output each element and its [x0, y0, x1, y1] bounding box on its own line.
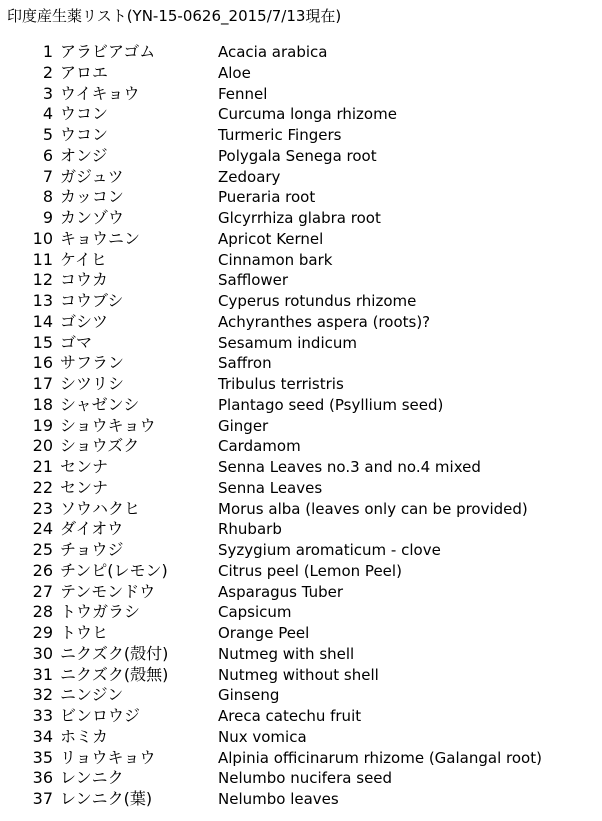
list-item	[0, 685, 602, 706]
item-number: 32	[32, 685, 53, 705]
item-number: 7	[42, 166, 53, 186]
list-item	[0, 457, 602, 478]
item-number: 35	[32, 747, 53, 767]
item-number: 26	[32, 560, 53, 580]
list-item	[0, 395, 602, 416]
japanese-name: チョウジ	[60, 540, 124, 559]
list-item	[0, 353, 602, 374]
english-name: Fennel	[218, 84, 268, 103]
japanese-name: ショウキョウ	[60, 415, 156, 435]
item-number: 31	[32, 664, 53, 684]
herb-list	[0, 42, 602, 810]
item-number: 17	[32, 374, 53, 393]
english-name: Apricot Kernel	[218, 229, 324, 248]
list-item	[0, 270, 602, 291]
item-number: 27	[32, 581, 53, 601]
japanese-name: ケイヒ	[60, 249, 107, 269]
japanese-name: リョウキョウ	[60, 747, 156, 767]
list-item	[0, 291, 602, 312]
list-item	[0, 146, 602, 167]
english-name: Glcyrrhiza glabra root	[218, 209, 381, 227]
list-item	[0, 789, 602, 810]
item-number: 16	[32, 353, 53, 373]
list-item	[0, 42, 602, 63]
japanese-name: サフラン	[60, 353, 125, 373]
english-name: Pueraria root	[218, 188, 316, 207]
japanese-name: トウヒ	[60, 623, 109, 642]
list-item	[0, 561, 602, 582]
item-number: 25	[32, 540, 53, 559]
english-name: Rhubarb	[218, 520, 282, 539]
japanese-name: ダイオウ	[60, 519, 124, 539]
document-title: 印度産生薬リスト(YN-15-0626_2015/7/13現在)	[7, 7, 342, 25]
item-number: 11	[32, 249, 53, 269]
japanese-name: コウブシ	[60, 291, 124, 310]
english-name: Aloe	[218, 63, 251, 82]
list-item	[0, 478, 602, 499]
japanese-name: センナ	[60, 457, 109, 476]
item-number: 23	[32, 498, 53, 518]
item-number: 10	[32, 228, 53, 248]
list-item	[0, 644, 602, 665]
list-item	[0, 187, 602, 208]
english-name: Cinnamon bark	[218, 250, 333, 269]
item-number: 20	[32, 436, 53, 456]
list-item	[0, 104, 602, 125]
list-item	[0, 312, 602, 333]
list-item	[0, 727, 602, 748]
item-number: 1	[42, 42, 53, 61]
english-name: Nutmeg without shell	[218, 665, 379, 684]
english-name: Tribulus terristris	[218, 375, 344, 393]
list-item	[0, 416, 602, 437]
list-item	[0, 374, 602, 395]
english-name: Morus alba (leaves only can be provided)	[218, 499, 528, 518]
list-item	[0, 602, 602, 623]
item-number: 8	[42, 187, 53, 207]
item-number: 29	[32, 623, 53, 642]
item-number: 36	[32, 768, 53, 788]
list-item	[0, 125, 602, 146]
english-name: Senna Leaves	[218, 478, 323, 497]
japanese-name: コウカ	[60, 270, 109, 290]
japanese-name: ニンジン	[60, 685, 124, 705]
japanese-name: トウガラシ	[60, 602, 141, 622]
list-item	[0, 250, 602, 271]
english-name: Polygala Senega root	[218, 146, 377, 165]
japanese-name: ニクズク(殻付)	[60, 643, 169, 663]
list-item	[0, 540, 602, 561]
english-name: Nux vomica	[218, 727, 307, 746]
japanese-name: ショウズク	[60, 436, 140, 456]
list-item	[0, 229, 602, 250]
list-item	[0, 63, 602, 84]
japanese-name: センナ	[60, 477, 109, 497]
english-name: Citrus peel (Lemon Peel)	[218, 561, 402, 580]
list-item	[0, 665, 602, 686]
japanese-name: ビンロウジ	[60, 706, 141, 725]
item-number: 3	[42, 83, 53, 103]
english-name: Capsicum	[218, 603, 292, 622]
item-number: 5	[42, 125, 53, 144]
list-item	[0, 499, 602, 520]
japanese-name: ウコン	[60, 125, 109, 144]
list-item	[0, 333, 602, 354]
list-item	[0, 582, 602, 603]
item-number: 6	[42, 145, 53, 165]
list-item	[0, 436, 602, 457]
japanese-name: ガジュツ	[60, 166, 124, 186]
item-number: 15	[32, 332, 53, 352]
english-name: Acacia arabica	[218, 43, 328, 61]
english-name: Areca catechu fruit	[218, 707, 362, 725]
japanese-name: ウイキョウ	[60, 83, 140, 103]
item-number: 24	[32, 519, 53, 539]
item-number: 18	[32, 394, 53, 414]
japanese-name: レンニク(葉)	[60, 789, 153, 808]
english-name: Cyperus rotundus rhizome	[218, 292, 417, 310]
item-number: 33	[32, 706, 53, 725]
english-name: Ginseng	[218, 686, 280, 705]
english-name: Sesamum indicum	[218, 333, 357, 352]
japanese-name: ソウハクヒ	[60, 498, 141, 518]
list-item	[0, 748, 602, 769]
list-item	[0, 208, 602, 229]
english-name: Nutmeg with shell	[218, 644, 355, 663]
japanese-name: レンニク	[60, 768, 124, 788]
english-name: Orange Peel	[218, 624, 310, 642]
item-number: 21	[32, 457, 53, 476]
english-name: Alpinia officinarum rhizome (Galangal root)	[218, 748, 542, 767]
list-item	[0, 768, 602, 789]
list-item	[0, 623, 602, 644]
japanese-name: ニクズク(殻無)	[60, 664, 169, 684]
english-name: Zedoary	[218, 167, 281, 186]
japanese-name: ウコン	[60, 104, 109, 124]
item-number: 37	[32, 789, 53, 808]
item-number: 9	[42, 208, 53, 227]
english-name: Curcuma longa rhizome	[218, 105, 397, 124]
english-name: Syzygium aromaticum - clove	[218, 541, 441, 559]
japanese-name: ゴマ	[60, 332, 93, 352]
japanese-name: シャゼンシ	[60, 394, 140, 414]
japanese-name: キョウニン	[60, 228, 141, 248]
list-item	[0, 84, 602, 105]
japanese-name: チンピ(レモン)	[60, 560, 168, 580]
item-number: 19	[32, 415, 53, 435]
english-name: Senna Leaves no.3 and no.4 mixed	[218, 458, 481, 476]
item-number: 2	[42, 62, 53, 82]
item-number: 30	[32, 643, 53, 663]
japanese-name: カッコン	[60, 187, 124, 207]
list-item	[0, 706, 602, 727]
english-name: Cardamom	[218, 437, 301, 456]
english-name: Safflower	[218, 271, 289, 290]
item-number: 28	[32, 602, 53, 622]
list-item	[0, 167, 602, 188]
japanese-name: シツリシ	[60, 374, 125, 393]
english-name: Saffron	[218, 354, 272, 373]
english-name: Asparagus Tuber	[218, 582, 344, 601]
item-number: 4	[42, 104, 53, 124]
english-name: Plantago seed (Psyllium seed)	[218, 395, 444, 414]
item-number: 14	[32, 311, 53, 331]
item-number: 13	[32, 291, 53, 310]
english-name: Nelumbo leaves	[218, 790, 339, 808]
english-name: Turmeric Fingers	[218, 126, 342, 144]
japanese-name: カンゾウ	[60, 208, 125, 227]
english-name: Achyranthes aspera (roots)?	[218, 312, 431, 331]
english-name: Ginger	[218, 416, 269, 435]
item-number: 22	[32, 477, 53, 497]
japanese-name: アラビアゴム	[60, 42, 156, 61]
english-name: Nelumbo nucifera seed	[218, 769, 393, 788]
item-number: 12	[32, 270, 53, 290]
japanese-name: アロエ	[60, 62, 109, 82]
japanese-name: ゴシツ	[60, 311, 109, 331]
japanese-name: ホミカ	[60, 726, 109, 746]
item-number: 34	[32, 726, 53, 746]
list-item	[0, 519, 602, 540]
japanese-name: テンモンドウ	[60, 581, 156, 601]
japanese-name: オンジ	[60, 145, 108, 165]
